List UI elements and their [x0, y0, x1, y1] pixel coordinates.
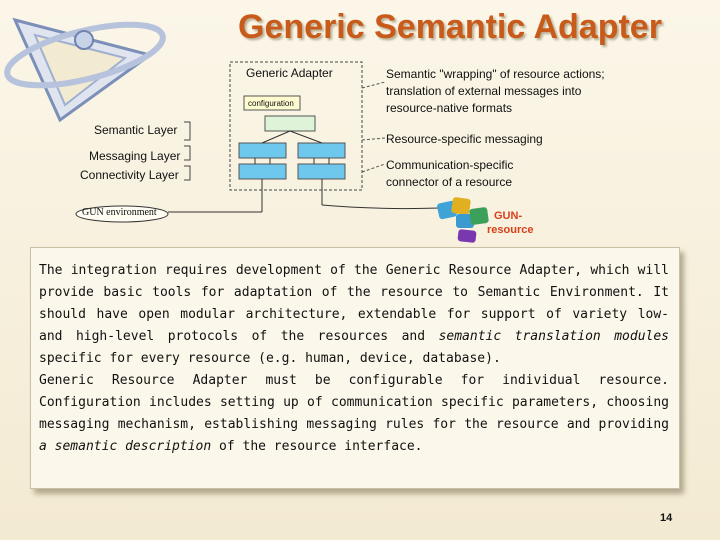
configuration-label: configuration [248, 99, 294, 108]
note1-line1: Semantic "wrapping" of resource actions; [386, 67, 605, 81]
semantic-layer-label: Semantic Layer [94, 123, 178, 137]
gun-resource-label-1: GUN- [494, 210, 523, 222]
paragraph-2: Generic Resource Adapter must be configurable for individual resource. Configuration includes setting up of communication specific parameters, choosing messaging mechanism, establishing messaging rules for the resource and providing a semantic description of the resource interface. [39, 373, 669, 454]
paragraph-1: The integration requires development of the Generic Resource Adapter, which will provide basic tools for adaptation of the resource to Semantic Environment. It should have open modular architecture, extendable for support of variety low- and high-level protocols of the resources and semantic translation modules specific for every resource (e.g. human, device, database). [39, 263, 670, 366]
note1-line3: resource-native formats [386, 101, 513, 115]
gun-resource-label-2: resource [487, 224, 534, 236]
generic-adapter-label: Generic Adapter [246, 66, 333, 80]
adapter-diagram [0, 60, 720, 250]
connectivity-layer-label: Connectivity Layer [80, 168, 179, 182]
note-communication-connector [386, 157, 513, 191]
description-box [30, 247, 680, 489]
page-number: 14 [660, 512, 673, 524]
note-semantic-wrapping [386, 66, 686, 117]
note3-line2: connector of a resource [386, 175, 513, 189]
gun-environment-label: GUN environment [82, 207, 157, 218]
note-resource-messaging: Resource-specific messaging [386, 132, 543, 146]
note3-line1: Communication-specific [386, 158, 514, 172]
note1-line2: translation of external messages into [386, 84, 582, 98]
messaging-layer-label: Messaging Layer [89, 149, 181, 163]
slide-title: Generic Semantic Adapter [238, 8, 662, 46]
